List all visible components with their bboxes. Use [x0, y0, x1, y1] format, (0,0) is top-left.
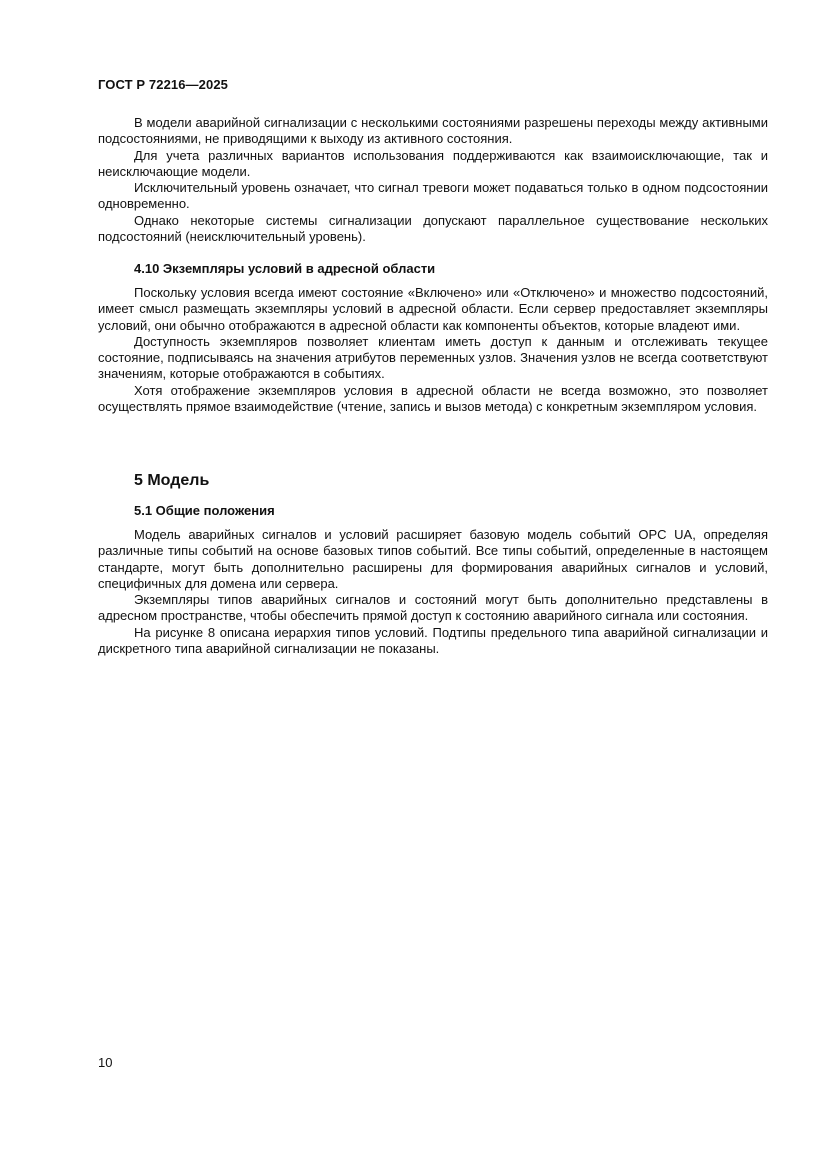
intro-text-block — [98, 115, 768, 245]
paragraph: Хотя отображение экземпляров условия в адресной области не всегда возможно, это позволяет осуществлять прямое взаимодействие (чтение, запись и вызов метода) с конкретным экземпляром условия. — [98, 382, 768, 415]
paragraph: Доступность экземпляров позволяет клиентам иметь доступ к данным и отслеживать текущее состояние, подписываясь на значения атрибутов переменных узлов. Значения узлов не всегда соответствуют значениям, которые отображаются в событиях. — [98, 333, 768, 382]
section-4-10-text-block — [98, 285, 768, 415]
section-5-1-text-block — [98, 527, 768, 657]
section-4-10-heading: 4.10 Экземпляры условий в адресной области — [134, 261, 436, 276]
section-5-heading: 5 Модель — [134, 472, 210, 489]
paragraph: Для учета различных вариантов использования поддерживаются как взаимоисключающие, так и неисключающие модели. — [98, 147, 768, 179]
document-code: ГОСТ Р 72216—2025 — [98, 77, 228, 92]
paragraph: Экземпляры типов аварийных сигналов и состояний могут быть дополнительно представлены в адресном пространстве, чтобы обеспечить прямой доступ к состоянию аварийного сигнала или состояния. — [98, 592, 768, 624]
paragraph: В модели аварийной сигнализации с несколькими состояниями разрешены переходы между активными подсостояниями, не приводящими к выходу из активного состояния. — [98, 115, 768, 147]
paragraph: Модель аварийных сигналов и условий расширяет базовую модель событий OPC UA, определяя различные типы событий на основе базовых типов событий. Все типы событий, определенные в настоящем стандарте, могут быть дополнительно расширены для формирования аварийных сигналов и условий, специфичных для домена или сервера. — [98, 527, 768, 591]
paragraph: На рисунке 8 описана иерархия типов условий. Подтипы предельного типа аварийной сигнализации и дискретного типа аварийной сигнализации не показаны. — [98, 624, 768, 657]
paragraph: Однако некоторые системы сигнализации допускают параллельное существование нескольких подсостояний (неисключительный уровень). — [98, 212, 768, 245]
paragraph: Исключительный уровень означает, что сигнал тревоги может подаваться только в одном подсостоянии одновременно. — [98, 180, 768, 212]
paragraph: Поскольку условия всегда имеют состояние «Включено» или «Отключено» и множество подсостояний, имеет смысл размещать экземпляры условий в адресной области. Если сервер предоставляет экземпляры условий, они обычно отображаются в адресной области как компоненты объектов, которые владеют ими. — [98, 285, 768, 333]
page-number: 10 — [98, 1055, 113, 1070]
section-5-1-heading: 5.1 Общие положения — [134, 503, 275, 518]
